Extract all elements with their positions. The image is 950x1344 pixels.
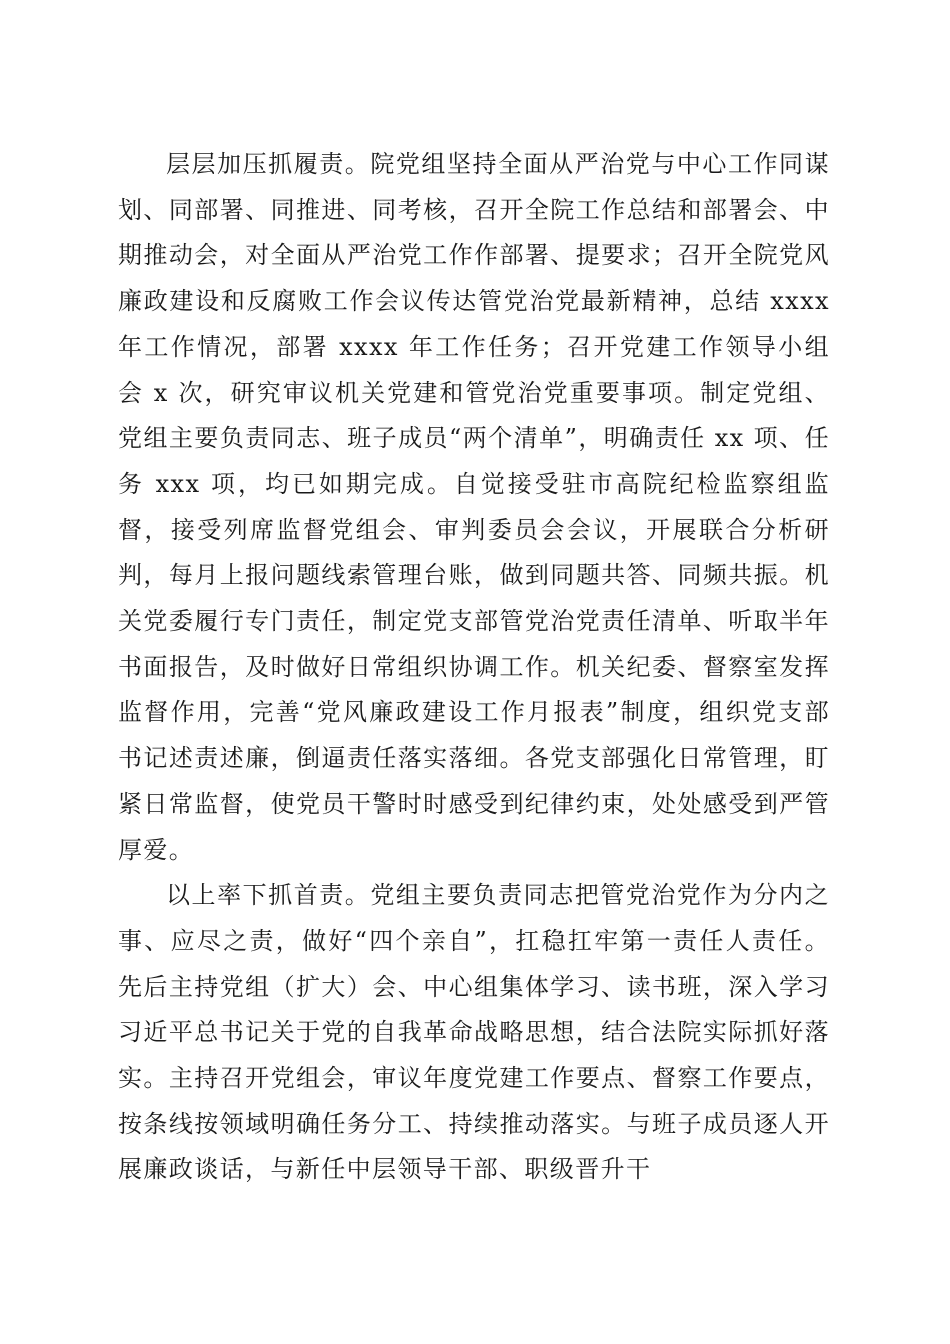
paragraph-leading-by-example: 以上率下抓首责。党组主要负责同志把管党治党作为分内之事、应尽之责，做好“四个亲自”，扛稳扛牢第一责任人责任。先后主持党组（扩大）会、中心组集体学习、读书班，深入学习习近平总书记关于党的自我革命战略思想，结合法院实际抓好落实。主持召开党组会，审议年度党建工作要点、督察工作要点，按条线按领域明确任务分工、持续推动落实。与班子成员逐人开展廉政谈话，与新任中层领导干部、职级晋升干 — [118, 881, 830, 1184]
body-text — [118, 142, 830, 1193]
paragraph-responsibility-pressure: 层层加压抓履责。院党组坚持全面从严治党与中心工作同谋划、同部署、同推进、同考核，召开全院工作总结和部署会、中期推动会，对全面从严治党工作作部署、提要求；召开全院党风廉政建设和反腐败工作会议传达管党治党最新精神，总结 xxxx 年工作情况，部署 xxxx 年工作任务；召开党建工作领导小组会 x 次，研究审议机关党建和管党治党重要事项。制定党组、党组主要负责同志、班子成员“两个清单”，明确责任 xx 项、任务 xxx 项，均已如期完成。自觉接受驻市高院纪检监察组监督，接受列席监督党组会、审判委员会会议，开展联合分析研判，每月上报问题线索管理台账，做到同题共答、同频共振。机关党委履行专门责任，制定党支部管党治党责任清单、听取半年书面报告，及时做好日常组织协调工作。机关纪委、督察室发挥监督作用，完善“党风廉政建设工作月报表”制度，组织党支部书记述责述廉，倒逼责任落实落细。各党支部强化日常管理，盯紧日常监督，使党员干警时时感受到纪律约束，处处感受到严管厚爱。 — [118, 150, 830, 864]
